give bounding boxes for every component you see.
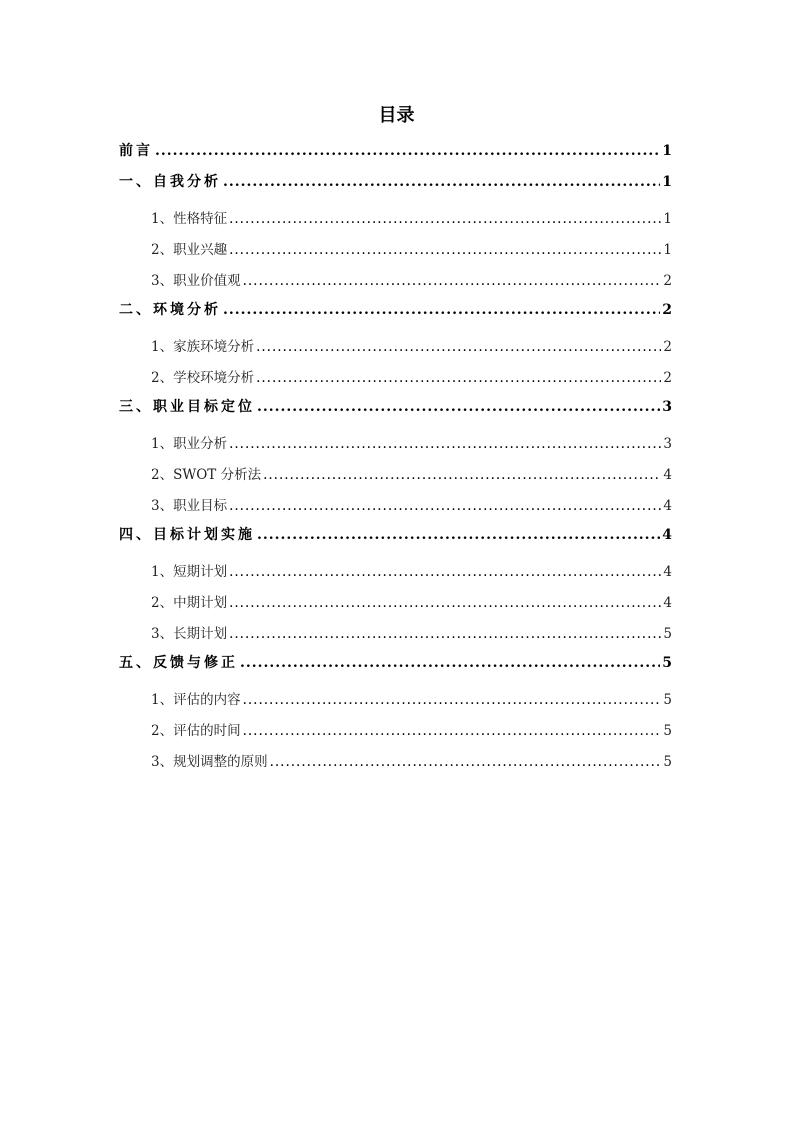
toc-subentry[interactable] <box>119 685 672 716</box>
toc-heading-entry[interactable] <box>119 138 672 169</box>
toc-entry-label: 3、长期计划 <box>151 626 228 642</box>
toc-subentry[interactable] <box>119 204 672 235</box>
dot-leader <box>257 394 660 420</box>
toc-entry-label: 1、短期计划 <box>151 564 228 580</box>
toc-entry-label: 五、反馈与修正 <box>119 655 238 671</box>
toc-entry-label: 1、家族环境分析 <box>151 339 255 355</box>
toc-subentry[interactable] <box>119 332 672 363</box>
toc-page-number: 1 <box>662 174 672 190</box>
toc-entry-label: 2、中期计划 <box>151 595 228 611</box>
toc-page-number: 1 <box>662 143 672 159</box>
toc-subentry[interactable] <box>119 235 672 266</box>
toc-subentry[interactable] <box>119 557 672 588</box>
toc-page-number: 5 <box>663 754 672 770</box>
toc-entry-label: 2、职业兴趣 <box>151 242 228 258</box>
dot-leader <box>155 138 660 164</box>
toc-heading-entry[interactable] <box>119 522 672 553</box>
dot-leader <box>257 522 660 548</box>
dot-leader <box>270 747 662 778</box>
toc-page-number: 3 <box>663 436 672 452</box>
toc-page-number: 5 <box>663 692 672 708</box>
dot-leader <box>256 332 661 363</box>
toc-subentry[interactable] <box>119 716 672 747</box>
dot-leader <box>223 169 660 195</box>
toc-entry-label: 前言 <box>119 143 153 159</box>
toc-heading-entry[interactable] <box>119 650 672 681</box>
toc-subentry[interactable] <box>119 491 672 522</box>
toc-entry-label: 一、自我分析 <box>119 174 221 190</box>
dot-leader <box>243 716 662 747</box>
toc-page-number: 5 <box>663 723 672 739</box>
toc-entry-label: 四、目标计划实施 <box>119 527 255 543</box>
toc-entry-label: 3、规划调整的原则 <box>151 754 268 770</box>
toc-page-number: 3 <box>662 399 672 415</box>
toc-entry-label: 3、职业目标 <box>151 498 228 514</box>
toc-entry-label: 3、职业价值观 <box>151 273 241 289</box>
toc-entry-label: 1、职业分析 <box>151 436 228 452</box>
toc-heading-entry[interactable] <box>119 394 672 425</box>
toc-page-number: 4 <box>663 564 672 580</box>
dot-leader <box>240 650 660 676</box>
dot-leader <box>243 685 662 716</box>
toc-subentry[interactable] <box>119 747 672 778</box>
toc-entry-label: 1、评估的内容 <box>151 692 241 708</box>
toc-subentry[interactable] <box>119 363 672 394</box>
toc-page-number: 2 <box>663 273 672 289</box>
dot-leader <box>263 460 661 491</box>
toc-page-number: 5 <box>663 626 672 642</box>
table-of-contents <box>119 138 672 778</box>
toc-subentry[interactable] <box>119 460 672 491</box>
dot-leader <box>256 363 661 394</box>
toc-page-number: 4 <box>663 498 672 514</box>
toc-heading-entry[interactable] <box>119 169 672 200</box>
dot-leader <box>229 557 661 588</box>
toc-entry-label: 2、学校环境分析 <box>151 370 255 386</box>
toc-entry-label: 二、环境分析 <box>119 302 221 318</box>
dot-leader <box>229 235 661 266</box>
toc-page-number: 2 <box>663 339 672 355</box>
toc-page-number: 2 <box>662 302 672 318</box>
toc-page-number: 1 <box>663 242 672 258</box>
toc-entry-label: 1、性格特征 <box>151 211 228 227</box>
toc-entry-label: 2、评估的时间 <box>151 723 241 739</box>
toc-entry-label: 2、SWOT 分析法 <box>151 467 262 483</box>
toc-page-number: 4 <box>663 595 672 611</box>
toc-subentry[interactable] <box>119 266 672 297</box>
toc-page-number: 2 <box>663 370 672 386</box>
dot-leader <box>223 297 660 323</box>
dot-leader <box>229 429 661 460</box>
toc-title: 目录 <box>378 105 415 126</box>
toc-subentry[interactable] <box>119 588 672 619</box>
toc-page-number: 4 <box>663 467 672 483</box>
dot-leader <box>243 266 662 297</box>
toc-subentry[interactable] <box>119 429 672 460</box>
dot-leader <box>229 588 661 619</box>
toc-entry-label: 三、职业目标定位 <box>119 399 255 415</box>
dot-leader <box>229 204 661 235</box>
dot-leader <box>229 619 661 650</box>
toc-page-number: 1 <box>663 211 672 227</box>
toc-heading-entry[interactable] <box>119 297 672 328</box>
dot-leader <box>229 491 661 522</box>
toc-page-number: 4 <box>662 527 672 543</box>
toc-subentry[interactable] <box>119 619 672 650</box>
toc-page-number: 5 <box>662 655 672 671</box>
